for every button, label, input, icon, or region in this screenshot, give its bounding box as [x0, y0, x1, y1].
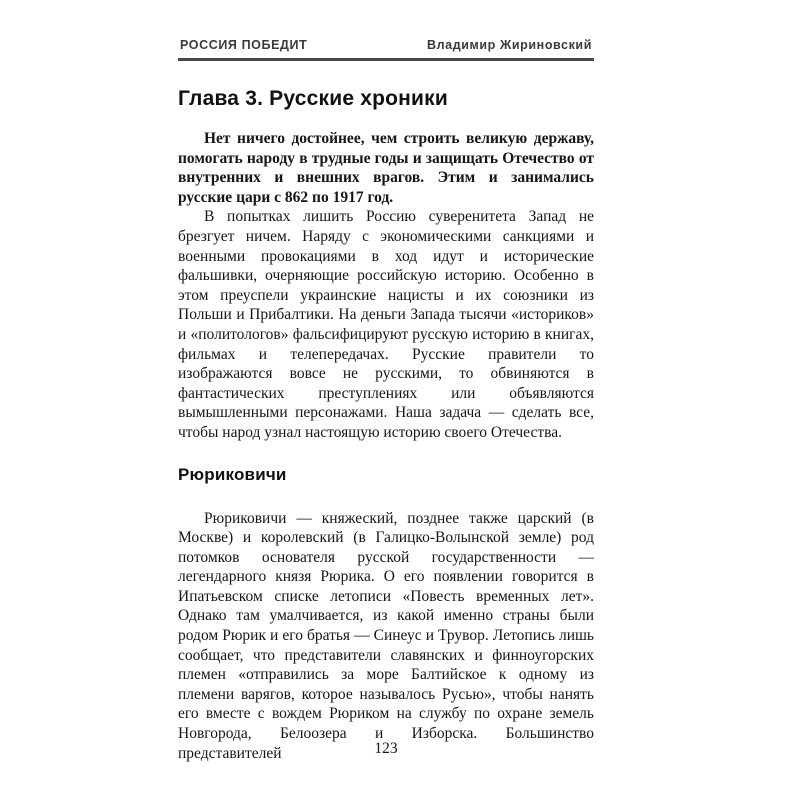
- running-header-left: РОССИЯ ПОБЕДИТ: [180, 38, 308, 52]
- paragraph-2: Рюриковичи — княжеский, позднее также царский (в Москве) и королевский (в Галицко-Волынской земле) род потомков основателя русской государственности — легендарного князя Рюрика. О его появлении говорится в Ипатьевском списке летописи «Повесть временных лет». Однако там умалчивается, из какой именно страны были родом Рюрик и его братья — Синеус и Трувор. Летопись лишь сообщает, что представители славянских и финноугорских племен «отправились за море Балтийское к одному из племени варягов, которое называлось Русью», чтобы нанять его вместе с вождем Рюриком на службу по охране земель Новгорода, Белоозера и Изборска. Большинство представителей: [178, 509, 594, 762]
- running-header: [178, 38, 594, 58]
- paragraph-1: В попытках лишить Россию суверенитета Запад не брезгует ничем. Наряду с экономическими санкциями и военными провокациями в ход идут и исторические фальшивки, очерняющие российскую историю. Особенно в этом преуспели украинские нацисты и их союзники из Польши и Прибалтики. На деньги Запада тысячи «историков» и «политологов» фальсифицируют русскую историю в книгах, фильмах и телепередачах. Русские правители то изображаются вовсе не русскими, то обвиняются в фантастических преступлениях или объявляются вымышленными персонажами. Наша задача — сделать все, чтобы народ узнал настоящую историю своего Отечества.: [178, 208, 594, 441]
- header-rule: [178, 58, 594, 61]
- body-text: [178, 129, 594, 763]
- section-heading: Рюриковичи: [178, 464, 287, 484]
- chapter-title: Глава 3. Русские хроники: [178, 87, 448, 110]
- page-number: 123: [374, 740, 398, 757]
- lead-paragraph: Нет ничего достойнее, чем строить великую державу, помогать народу в трудные годы и защищать Отечество от внутренних и внешних врагов. Этим и занимались русские цари с 862 по 1917 год.: [178, 130, 594, 206]
- running-header-right: Владимир Жириновский: [426, 38, 592, 52]
- page-content: [178, 38, 594, 763]
